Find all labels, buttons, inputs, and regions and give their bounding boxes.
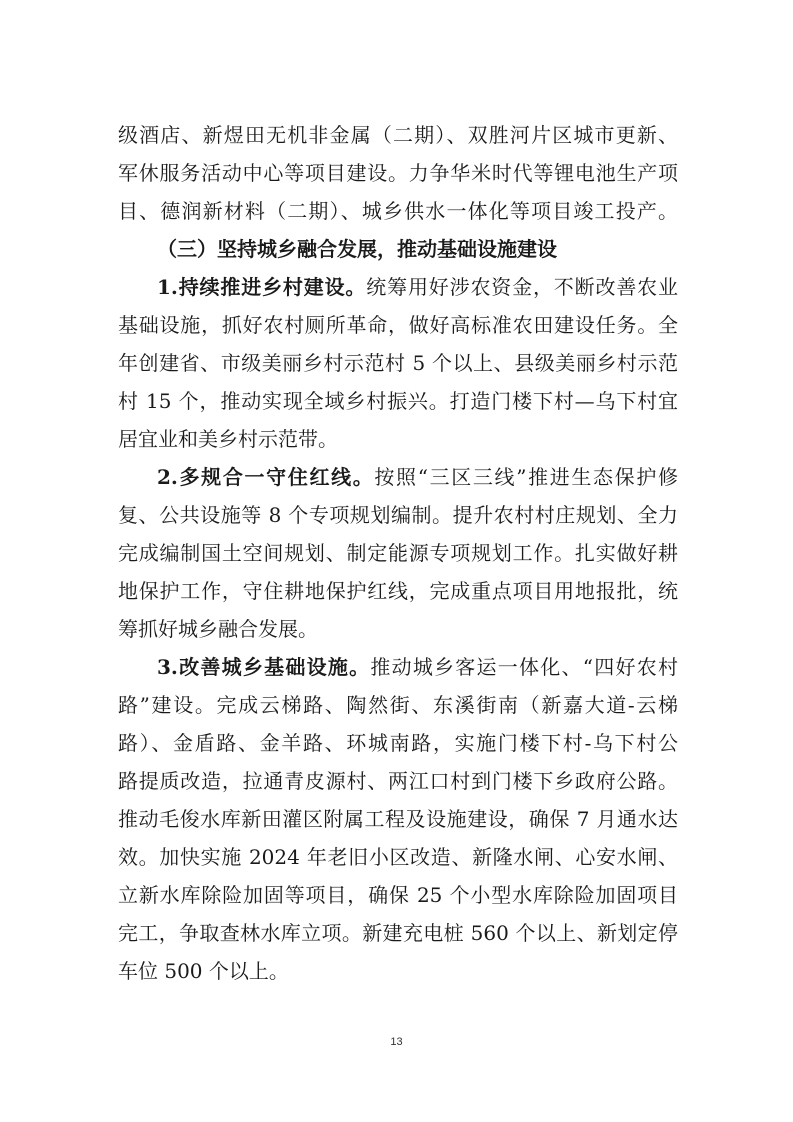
item-lead: 3.改善城乡基础设施。	[157, 655, 371, 679]
paragraph-line: 路提质改造，拉通青皮源村、两江口村到门楼下乡政府公路。	[118, 769, 678, 793]
paragraph-line: 推动毛俊水库新田灌区附属工程及设施建设，确保 7 月通水达	[118, 807, 678, 831]
paragraph-line: 军休服务活动中心等项目建设。力争华米时代等锂电池生产项	[118, 161, 678, 185]
paragraph-line: 效。加快实施 2024 年老旧小区改造、新隆水闸、心安水闸、	[118, 845, 678, 869]
paragraph-line: 地保护工作，守住耕地保护红线，完成重点项目用地报批，统	[118, 579, 678, 603]
paragraph-line: 基础设施，抓好农村厕所革命，做好高标准农田建设任务。全	[118, 313, 678, 337]
paragraph-first-line	[157, 464, 678, 490]
paragraph-line: 路）、金盾路、金羊路、环城南路，实施门楼下村-乌下村公	[118, 731, 678, 755]
paragraph-line: 年创建省、市级美丽乡村示范村 5 个以上、县级美丽乡村示范	[118, 351, 678, 375]
item-lead: 1.持续推进乡村建设。	[157, 275, 367, 299]
paragraph-line: 居宜业和美乡村示范带。	[118, 427, 338, 451]
paragraph-line: 完成编制国土空间规划、制定能源专项规划工作。扎实做好耕	[118, 541, 678, 565]
page-number: 13	[390, 1036, 403, 1048]
paragraph-first-line	[157, 654, 678, 680]
item-text: 按照“三区三线”推进生态保护修	[374, 465, 678, 489]
paragraph-line: 完工，争取查林水库立项。新建充电桩 560 个以上、新划定停	[118, 921, 678, 945]
paragraph-line: 级酒店、新煜田无机非金属（二期）、双胜河片区城市更新、	[118, 123, 678, 147]
section-heading: （三）坚持城乡融合发展，推动基础设施建设	[157, 237, 557, 261]
item-text: 统筹用好涉农资金，不断改善农业	[366, 275, 678, 299]
paragraph-line: 车位 500 个以上。	[118, 959, 289, 983]
item-lead: 2.多规合一守住红线。	[157, 465, 375, 489]
paragraph-line: 复、公共设施等 8 个专项规划编制。提升农村村庄规划、全力	[118, 503, 678, 527]
paragraph-line: 筹抓好城乡融合发展。	[118, 617, 318, 641]
paragraph-line: 路”建设。完成云梯路、陶然街、东溪街南（新嘉大道-云梯	[118, 693, 678, 717]
paragraph-first-line	[157, 274, 678, 300]
item-text: 推动城乡客运一体化、“四好农村	[370, 655, 678, 679]
paragraph-line: 立新水库除险加固等项目，确保 25 个小型水库除险加固项目	[118, 883, 678, 907]
paragraph-line: 村 15 个，推动实现全域乡村振兴。打造门楼下村—乌下村宜	[118, 389, 678, 413]
paragraph-line: 目、德润新材料（二期）、城乡供水一体化等项目竣工投产。	[118, 199, 678, 223]
